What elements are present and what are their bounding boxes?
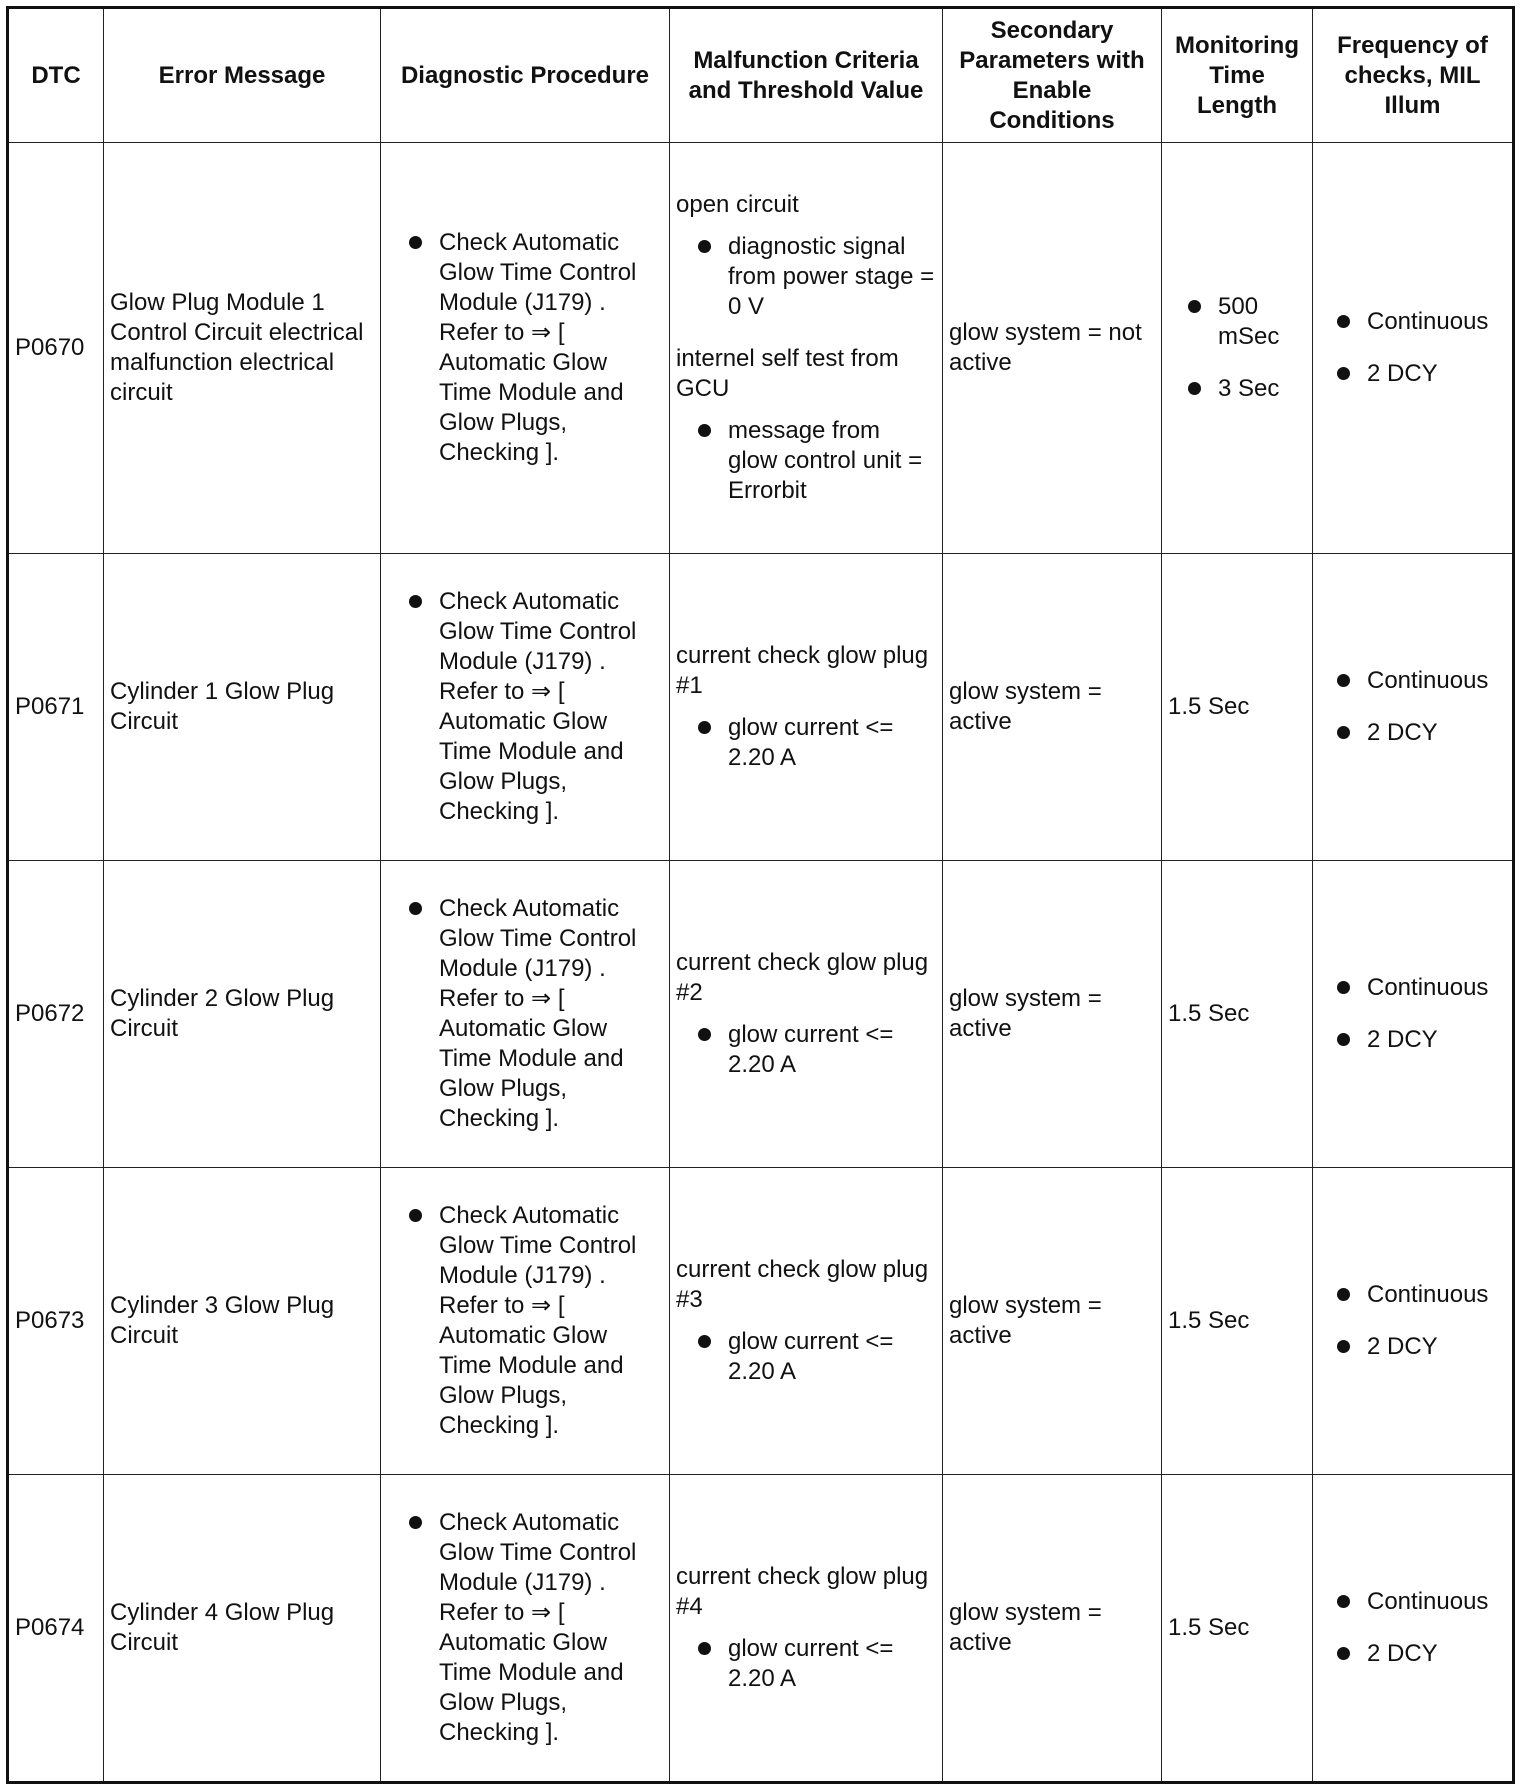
criteria-text: current check glow plug #1: [676, 642, 929, 699]
dtc-code: P0670: [8, 143, 104, 554]
frequency: [1313, 861, 1514, 1168]
malfunction-criteria: [670, 1168, 943, 1475]
diagnostic-procedure: [381, 1168, 670, 1475]
monitoring-list: [1180, 292, 1306, 404]
criteria-item: message from glow control unit = Errorbit: [690, 416, 936, 506]
procedure-list: [401, 894, 663, 1134]
frequency-list: [1329, 1587, 1506, 1669]
secondary-parameters: glow system = active: [943, 861, 1162, 1168]
dtc-document: [6, 6, 1512, 1784]
frequency-item: Continuous: [1329, 1587, 1506, 1617]
monitoring-item: 3 Sec: [1180, 374, 1306, 404]
criteria-list: [690, 1634, 936, 1694]
table-row: [8, 1168, 1514, 1475]
dtc-code: P0674: [8, 1475, 104, 1783]
header-dtc: DTC: [8, 8, 104, 143]
criteria-text: current check glow plug #4: [676, 1563, 929, 1620]
criteria-item: glow current <= 2.20 A: [690, 1634, 936, 1694]
error-message: Cylinder 1 Glow Plug Circuit: [104, 554, 381, 861]
frequency-list: [1329, 307, 1506, 389]
header-secondary-parameters: Secondary Parameters with Enable Conditions: [943, 8, 1162, 143]
secondary-parameters: glow system = active: [943, 1168, 1162, 1475]
header-diagnostic-procedure: Diagnostic Procedure: [381, 8, 670, 143]
criteria-text: current check glow plug #2: [676, 949, 929, 1006]
criteria-item: diagnostic signal from power stage = 0 V: [690, 232, 936, 322]
frequency-item: 2 DCY: [1329, 359, 1506, 389]
error-message: Cylinder 2 Glow Plug Circuit: [104, 861, 381, 1168]
criteria-list: [690, 232, 936, 322]
dtc-table: [6, 6, 1515, 1784]
frequency: [1313, 1475, 1514, 1783]
frequency-list: [1329, 1280, 1506, 1362]
header-error-message: Error Message: [104, 8, 381, 143]
frequency-item: Continuous: [1329, 973, 1506, 1003]
frequency-item: Continuous: [1329, 307, 1506, 337]
procedure-item: Check Automatic Glow Time Control Module (J179) . Refer to ⇒ [ Automatic Glow Time Module and Glow Plugs, Checking ].: [401, 894, 663, 1134]
monitoring-item: 500 mSec: [1180, 292, 1306, 352]
criteria-block: [676, 344, 936, 506]
header-frequency: Frequency of checks, MIL Illum: [1313, 8, 1514, 143]
diagnostic-procedure: [381, 1475, 670, 1783]
frequency: [1313, 554, 1514, 861]
error-message: Glow Plug Module 1 Control Circuit electrical malfunction electrical circuit: [104, 143, 381, 554]
criteria-block: [676, 190, 936, 322]
diagnostic-procedure: [381, 861, 670, 1168]
criteria-item: glow current <= 2.20 A: [690, 713, 936, 773]
table-row: [8, 861, 1514, 1168]
header-row: [8, 8, 1514, 143]
frequency-item: Continuous: [1329, 666, 1506, 696]
diagnostic-procedure: [381, 143, 670, 554]
criteria-item: glow current <= 2.20 A: [690, 1327, 936, 1387]
procedure-list: [401, 587, 663, 827]
procedure-list: [401, 1508, 663, 1748]
malfunction-criteria: [670, 554, 943, 861]
malfunction-criteria: [670, 861, 943, 1168]
frequency-item: 2 DCY: [1329, 1332, 1506, 1362]
frequency-item: 2 DCY: [1329, 718, 1506, 748]
criteria-list: [690, 1327, 936, 1387]
secondary-parameters: glow system = active: [943, 1475, 1162, 1783]
frequency-item: 2 DCY: [1329, 1639, 1506, 1669]
dtc-code: P0672: [8, 861, 104, 1168]
criteria-text: current check glow plug #3: [676, 1256, 929, 1313]
table-row: [8, 554, 1514, 861]
malfunction-criteria: [670, 1475, 943, 1783]
monitoring-time: 1.5 Sec: [1162, 554, 1313, 861]
header-malfunction-criteria: Malfunction Criteria and Threshold Value: [670, 8, 943, 143]
dtc-code: P0673: [8, 1168, 104, 1475]
monitoring-time: [1162, 143, 1313, 554]
secondary-parameters: glow system = active: [943, 554, 1162, 861]
secondary-parameters: glow system = not active: [943, 143, 1162, 554]
table-row: [8, 1475, 1514, 1783]
procedure-item: Check Automatic Glow Time Control Module (J179) . Refer to ⇒ [ Automatic Glow Time Module and Glow Plugs, Checking ].: [401, 228, 663, 468]
criteria-list: [690, 713, 936, 773]
criteria-list: [690, 1020, 936, 1080]
frequency: [1313, 143, 1514, 554]
monitoring-time: 1.5 Sec: [1162, 1168, 1313, 1475]
header-monitoring-time: Monitoring Time Length: [1162, 8, 1313, 143]
procedure-list: [401, 228, 663, 468]
frequency-list: [1329, 666, 1506, 748]
monitoring-time: 1.5 Sec: [1162, 1475, 1313, 1783]
frequency: [1313, 1168, 1514, 1475]
criteria-text: open circuit: [676, 191, 799, 218]
frequency-list: [1329, 973, 1506, 1055]
error-message: Cylinder 4 Glow Plug Circuit: [104, 1475, 381, 1783]
procedure-item: Check Automatic Glow Time Control Module (J179) . Refer to ⇒ [ Automatic Glow Time Module and Glow Plugs, Checking ].: [401, 587, 663, 827]
procedure-item: Check Automatic Glow Time Control Module (J179) . Refer to ⇒ [ Automatic Glow Time Module and Glow Plugs, Checking ].: [401, 1508, 663, 1748]
procedure-item: Check Automatic Glow Time Control Module (J179) . Refer to ⇒ [ Automatic Glow Time Module and Glow Plugs, Checking ].: [401, 1201, 663, 1441]
table-row: [8, 143, 1514, 554]
procedure-list: [401, 1201, 663, 1441]
frequency-item: Continuous: [1329, 1280, 1506, 1310]
criteria-text: internel self test from GCU: [676, 345, 899, 402]
error-message: Cylinder 3 Glow Plug Circuit: [104, 1168, 381, 1475]
malfunction-criteria: [670, 143, 943, 554]
monitoring-time: 1.5 Sec: [1162, 861, 1313, 1168]
criteria-item: glow current <= 2.20 A: [690, 1020, 936, 1080]
dtc-code: P0671: [8, 554, 104, 861]
criteria-list: [690, 416, 936, 506]
frequency-item: 2 DCY: [1329, 1025, 1506, 1055]
diagnostic-procedure: [381, 554, 670, 861]
